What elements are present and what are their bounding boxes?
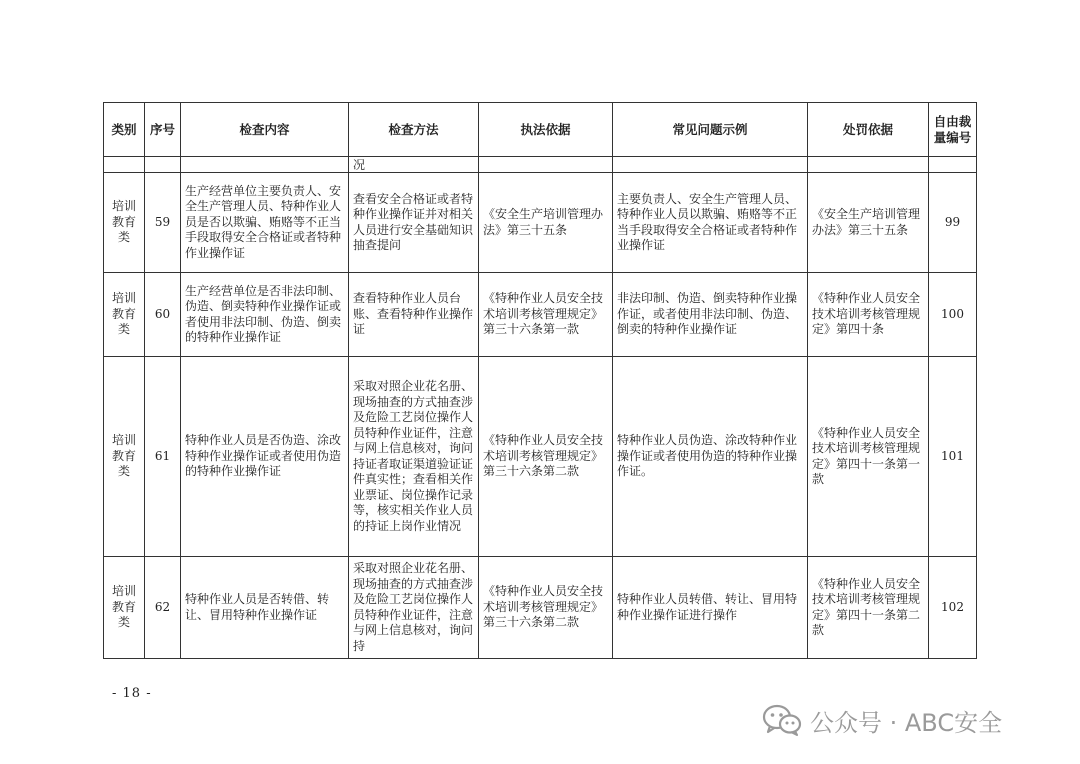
row-category: 培训教育类 bbox=[104, 557, 145, 659]
header-method: 检查方法 bbox=[349, 103, 479, 157]
row-penalty: 《特种作业人员安全技术培训考核管理规定》第四十一条第二款 bbox=[808, 557, 929, 659]
row-seq: 60 bbox=[145, 273, 181, 357]
wechat-icon bbox=[762, 704, 802, 736]
header-basis: 执法依据 bbox=[479, 103, 613, 157]
page-number: - 18 - bbox=[112, 686, 152, 701]
row-penalty: 《特种作业人员安全技术培训考核管理规定》第四十一条第一款 bbox=[808, 357, 929, 557]
table-row bbox=[104, 357, 977, 557]
row-content: 特种作业人员是否伪造、涂改特种作业操作证或者使用伪造的特种作业操作证 bbox=[181, 357, 349, 557]
row-problems: 非法印制、伪造、倒卖特种作业操作证，或者使用非法印制、伪造、倒卖的特种作业操作证 bbox=[613, 273, 808, 357]
watermark-text: 公众号 · ABC安全 bbox=[810, 708, 1003, 737]
header-code: 自由裁量编号 bbox=[929, 103, 977, 157]
row-basis: 《安全生产培训管理办法》第三十五条 bbox=[479, 173, 613, 273]
row-basis: 《特种作业人员安全技术培训考核管理规定》第三十六条第二款 bbox=[479, 557, 613, 659]
row-method: 采取对照企业花名册、现场抽查的方式抽查涉及危险工艺岗位操作人员特种作业证件，注意与网上信息核对，询问持 bbox=[349, 557, 479, 659]
regulation-table bbox=[103, 102, 977, 659]
row-seq: 59 bbox=[145, 173, 181, 273]
row-problems: 特种作业人员转借、转让、冒用特种作业操作证进行操作 bbox=[613, 557, 808, 659]
continuation-row bbox=[104, 157, 977, 173]
watermark bbox=[762, 703, 1002, 737]
row-code: 101 bbox=[929, 357, 977, 557]
row-penalty: 《安全生产培训管理办法》第三十五条 bbox=[808, 173, 929, 273]
row-seq: 62 bbox=[145, 557, 181, 659]
header-penalty: 处罚依据 bbox=[808, 103, 929, 157]
header-problems: 常见问题示例 bbox=[613, 103, 808, 157]
table-row bbox=[104, 557, 977, 659]
table-row bbox=[104, 173, 977, 273]
row-problems: 主要负责人、安全生产管理人员、特种作业人员以欺骗、贿赂等不正当手段取得安全合格证或者特种作业操作证 bbox=[613, 173, 808, 273]
method-continuation: 况 bbox=[349, 157, 479, 173]
header-seq: 序号 bbox=[145, 103, 181, 157]
row-category: 培训教育类 bbox=[104, 173, 145, 273]
row-method: 采取对照企业花名册、现场抽查的方式抽查涉及危险工艺岗位操作人员特种作业证件，注意与网上信息核对，询问持证者取证渠道验证证件真实性；查看相关作业票证、岗位操作记录等，核实相关作业人员的持证上岗作业情况 bbox=[349, 357, 479, 557]
row-problems: 特种作业人员伪造、涂改特种作业操作证或者使用伪造的特种作业操作证。 bbox=[613, 357, 808, 557]
row-category: 培训教育类 bbox=[104, 357, 145, 557]
row-seq: 61 bbox=[145, 357, 181, 557]
row-category: 培训教育类 bbox=[104, 273, 145, 357]
row-basis: 《特种作业人员安全技术培训考核管理规定》第三十六条第二款 bbox=[479, 357, 613, 557]
row-method: 查看特种作业人员台账、查看特种作业操作证 bbox=[349, 273, 479, 357]
row-code: 102 bbox=[929, 557, 977, 659]
row-penalty: 《特种作业人员安全技术培训考核管理规定》第四十条 bbox=[808, 273, 929, 357]
row-code: 100 bbox=[929, 273, 977, 357]
table-header-row bbox=[104, 103, 977, 157]
header-content: 检查内容 bbox=[181, 103, 349, 157]
header-category: 类别 bbox=[104, 103, 145, 157]
row-content: 生产经营单位主要负责人、安全生产管理人员、特种作业人员是否以欺骗、贿赂等不正当手段取得安全合格证或者特种作业操作证 bbox=[181, 173, 349, 273]
row-code: 99 bbox=[929, 173, 977, 273]
row-content: 生产经营单位是否非法印制、伪造、倒卖特种作业操作证或者使用非法印制、伪造、倒卖的特种作业操作证 bbox=[181, 273, 349, 357]
row-method: 查看安全合格证或者特种作业操作证并对相关人员进行安全基础知识抽查提问 bbox=[349, 173, 479, 273]
table-row bbox=[104, 273, 977, 357]
row-basis: 《特种作业人员安全技术培训考核管理规定》第三十六条第一款 bbox=[479, 273, 613, 357]
row-content: 特种作业人员是否转借、转让、冒用特种作业操作证 bbox=[181, 557, 349, 659]
